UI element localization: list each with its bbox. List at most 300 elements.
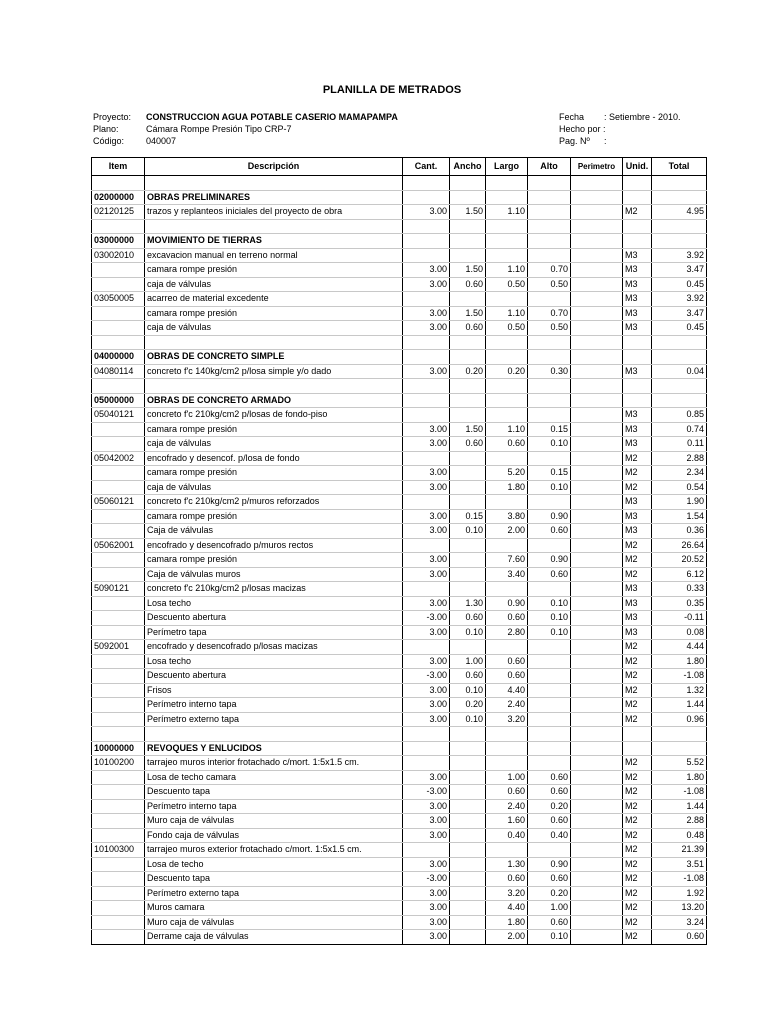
ancho-cell: [450, 727, 486, 742]
perimetro-cell: [571, 770, 623, 785]
largo-cell: 2.40: [486, 799, 528, 814]
alto-cell: [528, 393, 571, 408]
alto-cell: [528, 741, 571, 756]
ancho-cell: [450, 872, 486, 887]
descripcion-cell: Descuento tapa: [145, 872, 403, 887]
descripcion-cell: [145, 379, 403, 394]
item-cell: [92, 857, 145, 872]
cant-cell: [403, 408, 450, 423]
cant-cell: 3.00: [403, 306, 450, 321]
descripcion-cell: Perímetro externo tapa: [145, 712, 403, 727]
cant-cell: [403, 248, 450, 263]
perimetro-cell: [571, 437, 623, 452]
total-cell: 0.96: [652, 712, 707, 727]
total-cell: [652, 393, 707, 408]
table-row: [92, 538, 707, 553]
descripcion-cell: Caja de válvulas muros: [145, 567, 403, 582]
descripcion-cell: Muros camara: [145, 901, 403, 916]
cant-cell: 3.00: [403, 466, 450, 481]
cant-cell: [403, 234, 450, 249]
ancho-cell: 0.20: [450, 364, 486, 379]
column-header-alto: Alto: [528, 158, 571, 176]
ancho-cell: [450, 770, 486, 785]
item-cell: [92, 509, 145, 524]
total-cell: 0.36: [652, 524, 707, 539]
alto-cell: 0.10: [528, 611, 571, 626]
alto-cell: [528, 582, 571, 597]
cant-cell: [403, 176, 450, 191]
alto-cell: [528, 495, 571, 510]
descripcion-cell: [145, 219, 403, 234]
cant-cell: 3.00: [403, 277, 450, 292]
perimetro-cell: [571, 248, 623, 263]
item-cell: [92, 524, 145, 539]
unid-cell: M2: [623, 683, 652, 698]
cant-cell: 3.00: [403, 553, 450, 568]
perimetro-cell: [571, 683, 623, 698]
largo-cell: 1.10: [486, 306, 528, 321]
cant-cell: 3.00: [403, 799, 450, 814]
largo-cell: 0.60: [486, 437, 528, 452]
total-cell: [652, 727, 707, 742]
ancho-cell: 0.60: [450, 277, 486, 292]
alto-cell: [528, 451, 571, 466]
total-cell: 4.95: [652, 205, 707, 220]
cant-cell: 3.00: [403, 596, 450, 611]
cant-cell: [403, 582, 450, 597]
table-row: [92, 930, 707, 945]
largo-cell: [486, 393, 528, 408]
item-cell: [92, 553, 145, 568]
table-row: [92, 524, 707, 539]
perimetro-cell: [571, 799, 623, 814]
table-row: [92, 640, 707, 655]
largo-cell: 1.80: [486, 915, 528, 930]
unid-cell: M3: [623, 263, 652, 278]
item-cell: 5090121: [92, 582, 145, 597]
largo-cell: [486, 538, 528, 553]
largo-cell: [486, 219, 528, 234]
total-cell: 2.88: [652, 451, 707, 466]
cant-cell: 3.00: [403, 930, 450, 945]
table-row: [92, 306, 707, 321]
descripcion-cell: Losa de techo camara: [145, 770, 403, 785]
descripcion-cell: REVOQUES Y ENLUCIDOS: [145, 741, 403, 756]
alto-cell: 0.60: [528, 567, 571, 582]
descripcion-cell: caja de válvulas: [145, 437, 403, 452]
perimetro-cell: [571, 727, 623, 742]
cant-cell: [403, 379, 450, 394]
item-cell: [92, 437, 145, 452]
largo-cell: 0.60: [486, 872, 528, 887]
ancho-cell: [450, 190, 486, 205]
descripcion-cell: Descuento abertura: [145, 669, 403, 684]
total-cell: 1.54: [652, 509, 707, 524]
ancho-cell: [450, 480, 486, 495]
alto-cell: [528, 234, 571, 249]
descripcion-cell: Descuento abertura: [145, 611, 403, 626]
ancho-cell: 0.60: [450, 437, 486, 452]
item-cell: [92, 321, 145, 336]
descripcion-cell: Perímetro interno tapa: [145, 799, 403, 814]
cant-cell: 3.00: [403, 480, 450, 495]
alto-cell: [528, 176, 571, 191]
perimetro-cell: [571, 277, 623, 292]
total-cell: 3.24: [652, 915, 707, 930]
column-header-largo: Largo: [486, 158, 528, 176]
item-cell: [92, 901, 145, 916]
cant-cell: [403, 219, 450, 234]
table-row: [92, 321, 707, 336]
largo-cell: 1.10: [486, 263, 528, 278]
alto-cell: [528, 727, 571, 742]
cant-cell: 3.00: [403, 770, 450, 785]
descripcion-cell: camara rompe presión: [145, 553, 403, 568]
descripcion-cell: encofrado y desencofrado p/losas macizas: [145, 640, 403, 655]
descripcion-cell: Fondo caja de válvulas: [145, 828, 403, 843]
ancho-cell: 0.20: [450, 698, 486, 713]
total-cell: 0.35: [652, 596, 707, 611]
table-row: [92, 335, 707, 350]
item-cell: [92, 770, 145, 785]
unid-cell: M2: [623, 553, 652, 568]
total-cell: 0.04: [652, 364, 707, 379]
item-cell: [92, 219, 145, 234]
largo-cell: 0.40: [486, 828, 528, 843]
item-cell: [92, 335, 145, 350]
cant-cell: [403, 727, 450, 742]
unid-cell: M3: [623, 248, 652, 263]
alto-cell: 0.50: [528, 321, 571, 336]
largo-cell: [486, 350, 528, 365]
table-row: [92, 857, 707, 872]
unid-cell: [623, 219, 652, 234]
descripcion-cell: MOVIMIENTO DE TIERRAS: [145, 234, 403, 249]
ancho-cell: 1.50: [450, 205, 486, 220]
alto-cell: [528, 408, 571, 423]
alto-cell: 0.60: [528, 915, 571, 930]
perimetro-cell: [571, 350, 623, 365]
ancho-cell: 1.50: [450, 263, 486, 278]
alto-cell: [528, 756, 571, 771]
perimetro-cell: [571, 176, 623, 191]
table-row: [92, 582, 707, 597]
descripcion-cell: Perímetro interno tapa: [145, 698, 403, 713]
table-row: [92, 495, 707, 510]
item-cell: [92, 669, 145, 684]
perimetro-cell: [571, 741, 623, 756]
ancho-cell: 1.30: [450, 596, 486, 611]
total-cell: 0.85: [652, 408, 707, 423]
ancho-cell: [450, 350, 486, 365]
descripcion-cell: concreto f'c 210kg/cm2 p/muros reforzados: [145, 495, 403, 510]
column-header-descripcion: Descripción: [145, 158, 403, 176]
alto-cell: 0.90: [528, 509, 571, 524]
item-cell: 05060121: [92, 495, 145, 510]
item-cell: [92, 683, 145, 698]
total-cell: 5.52: [652, 756, 707, 771]
total-cell: -1.08: [652, 872, 707, 887]
alto-cell: [528, 292, 571, 307]
table-row: [92, 219, 707, 234]
largo-cell: [486, 451, 528, 466]
ancho-cell: [450, 857, 486, 872]
table-row: [92, 741, 707, 756]
ancho-cell: [450, 582, 486, 597]
unid-cell: M3: [623, 582, 652, 597]
descripcion-cell: Muro caja de válvulas: [145, 814, 403, 829]
ancho-cell: [450, 393, 486, 408]
descripcion-cell: encofrado y desencofrado p/muros rectos: [145, 538, 403, 553]
total-cell: [652, 335, 707, 350]
ancho-cell: 0.60: [450, 611, 486, 626]
total-cell: 3.47: [652, 306, 707, 321]
cant-cell: 3.00: [403, 886, 450, 901]
ancho-cell: [450, 886, 486, 901]
perimetro-cell: [571, 495, 623, 510]
alto-cell: 0.90: [528, 553, 571, 568]
unid-cell: M2: [623, 886, 652, 901]
table-row: [92, 814, 707, 829]
alto-cell: [528, 683, 571, 698]
ancho-cell: [450, 219, 486, 234]
descripcion-cell: Derrame caja de válvulas: [145, 930, 403, 945]
perimetro-cell: [571, 292, 623, 307]
perimetro-cell: [571, 886, 623, 901]
perimetro-cell: [571, 611, 623, 626]
largo-cell: [486, 640, 528, 655]
column-header-perimetro: Perimetro: [571, 158, 623, 176]
largo-cell: 0.50: [486, 277, 528, 292]
unid-cell: M2: [623, 640, 652, 655]
cant-cell: 3.00: [403, 712, 450, 727]
alto-cell: [528, 640, 571, 655]
alto-cell: [528, 712, 571, 727]
total-cell: 1.80: [652, 654, 707, 669]
cant-cell: 3.00: [403, 857, 450, 872]
item-cell: 10100300: [92, 843, 145, 858]
total-cell: 1.90: [652, 495, 707, 510]
alto-cell: [528, 248, 571, 263]
total-cell: [652, 741, 707, 756]
alto-cell: 0.60: [528, 770, 571, 785]
plano-value: Cámara Rompe Presión Tipo CRP-7: [146, 124, 292, 134]
pag-label: Pag. Nº: [559, 136, 590, 146]
alto-cell: [528, 335, 571, 350]
ancho-cell: [450, 814, 486, 829]
unid-cell: M2: [623, 480, 652, 495]
unid-cell: M3: [623, 422, 652, 437]
cant-cell: 3.00: [403, 698, 450, 713]
item-cell: [92, 799, 145, 814]
total-cell: 1.44: [652, 698, 707, 713]
largo-cell: [486, 495, 528, 510]
unid-cell: [623, 379, 652, 394]
proyecto-label: Proyecto:: [93, 112, 132, 122]
largo-cell: 4.40: [486, 901, 528, 916]
alto-cell: 0.60: [528, 872, 571, 887]
alto-cell: [528, 843, 571, 858]
largo-cell: [486, 190, 528, 205]
table-row: [92, 567, 707, 582]
alto-cell: 0.10: [528, 480, 571, 495]
fecha-label: Fecha: [559, 112, 585, 122]
item-cell: [92, 596, 145, 611]
largo-cell: 1.60: [486, 814, 528, 829]
perimetro-cell: [571, 364, 623, 379]
largo-cell: 0.60: [486, 654, 528, 669]
cant-cell: [403, 843, 450, 858]
alto-cell: 0.40: [528, 828, 571, 843]
perimetro-cell: [571, 669, 623, 684]
unid-cell: M2: [623, 843, 652, 858]
cant-cell: -3.00: [403, 872, 450, 887]
largo-cell: 3.20: [486, 886, 528, 901]
table-row: [92, 756, 707, 771]
table-row: [92, 176, 707, 191]
descripcion-cell: camara rompe presión: [145, 263, 403, 278]
proyecto-value: CONSTRUCCION AGUA POTABLE CASERIO MAMAPAMPA: [146, 112, 398, 122]
alto-cell: 0.30: [528, 364, 571, 379]
alto-cell: 0.60: [528, 785, 571, 800]
unid-cell: M3: [623, 625, 652, 640]
descripcion-cell: Perímetro externo tapa: [145, 886, 403, 901]
perimetro-cell: [571, 509, 623, 524]
unid-cell: M2: [623, 857, 652, 872]
cant-cell: 3.00: [403, 205, 450, 220]
ancho-cell: [450, 553, 486, 568]
perimetro-cell: [571, 582, 623, 597]
descripcion-cell: concreto f'c 140kg/cm2 p/losa simple y/o dado: [145, 364, 403, 379]
total-cell: 3.92: [652, 248, 707, 263]
table-row: [92, 509, 707, 524]
ancho-cell: [450, 915, 486, 930]
ancho-cell: [450, 495, 486, 510]
cant-cell: 3.00: [403, 437, 450, 452]
unid-cell: [623, 393, 652, 408]
ancho-cell: [450, 901, 486, 916]
perimetro-cell: [571, 393, 623, 408]
item-cell: [92, 727, 145, 742]
ancho-cell: [450, 843, 486, 858]
item-cell: [92, 567, 145, 582]
pag-value: :: [604, 136, 607, 146]
unid-cell: M2: [623, 205, 652, 220]
ancho-cell: [450, 466, 486, 481]
cant-cell: 3.00: [403, 364, 450, 379]
total-cell: [652, 379, 707, 394]
unid-cell: M3: [623, 408, 652, 423]
total-cell: 0.45: [652, 277, 707, 292]
item-cell: [92, 698, 145, 713]
alto-cell: 0.50: [528, 277, 571, 292]
ancho-cell: 1.50: [450, 422, 486, 437]
alto-cell: 0.15: [528, 422, 571, 437]
item-cell: 04000000: [92, 350, 145, 365]
item-cell: 03050005: [92, 292, 145, 307]
item-cell: [92, 712, 145, 727]
largo-cell: 2.80: [486, 625, 528, 640]
largo-cell: [486, 379, 528, 394]
unid-cell: M3: [623, 596, 652, 611]
descripcion-cell: camara rompe presión: [145, 306, 403, 321]
descripcion-cell: excavacion manual en terreno normal: [145, 248, 403, 263]
table-header-row: [92, 158, 707, 176]
total-cell: 20.52: [652, 553, 707, 568]
table-row: [92, 393, 707, 408]
unid-cell: M3: [623, 611, 652, 626]
ancho-cell: [450, 292, 486, 307]
perimetro-cell: [571, 379, 623, 394]
unid-cell: M2: [623, 799, 652, 814]
cant-cell: 3.00: [403, 422, 450, 437]
table-row: [92, 872, 707, 887]
table-row: [92, 915, 707, 930]
total-cell: [652, 176, 707, 191]
item-cell: 03002010: [92, 248, 145, 263]
item-cell: [92, 785, 145, 800]
largo-cell: 3.20: [486, 712, 528, 727]
ancho-cell: 1.50: [450, 306, 486, 321]
cant-cell: 3.00: [403, 915, 450, 930]
total-cell: -1.08: [652, 669, 707, 684]
codigo-label: Código:: [93, 136, 125, 146]
total-cell: 0.08: [652, 625, 707, 640]
perimetro-cell: [571, 872, 623, 887]
perimetro-cell: [571, 335, 623, 350]
perimetro-cell: [571, 321, 623, 336]
largo-cell: [486, 843, 528, 858]
unid-cell: [623, 741, 652, 756]
unid-cell: M2: [623, 828, 652, 843]
ancho-cell: 0.60: [450, 669, 486, 684]
descripcion-cell: caja de válvulas: [145, 321, 403, 336]
total-cell: -1.08: [652, 785, 707, 800]
cant-cell: [403, 292, 450, 307]
table-row: [92, 437, 707, 452]
descripcion-cell: [145, 176, 403, 191]
perimetro-cell: [571, 234, 623, 249]
largo-cell: [486, 234, 528, 249]
largo-cell: 0.50: [486, 321, 528, 336]
item-cell: 05040121: [92, 408, 145, 423]
cant-cell: [403, 495, 450, 510]
descripcion-cell: concreto f'c 210kg/cm2 p/losas de fondo-piso: [145, 408, 403, 423]
perimetro-cell: [571, 814, 623, 829]
cant-cell: -3.00: [403, 611, 450, 626]
ancho-cell: 0.60: [450, 321, 486, 336]
descripcion-cell: Perímetro tapa: [145, 625, 403, 640]
perimetro-cell: [571, 828, 623, 843]
perimetro-cell: [571, 190, 623, 205]
table-row: [92, 843, 707, 858]
item-cell: [92, 930, 145, 945]
cant-cell: [403, 756, 450, 771]
unid-cell: M3: [623, 437, 652, 452]
descripcion-cell: tarrajeo muros exterior frotachado c/mort. 1:5x1.5 cm.: [145, 843, 403, 858]
unid-cell: M3: [623, 524, 652, 539]
unid-cell: M2: [623, 567, 652, 582]
table-row: [92, 292, 707, 307]
item-cell: [92, 466, 145, 481]
descripcion-cell: Caja de válvulas: [145, 524, 403, 539]
perimetro-cell: [571, 480, 623, 495]
total-cell: -0.11: [652, 611, 707, 626]
cant-cell: [403, 335, 450, 350]
largo-cell: 5.20: [486, 466, 528, 481]
page-title: PLANILLA DE METRADOS: [322, 84, 462, 96]
item-cell: 02000000: [92, 190, 145, 205]
